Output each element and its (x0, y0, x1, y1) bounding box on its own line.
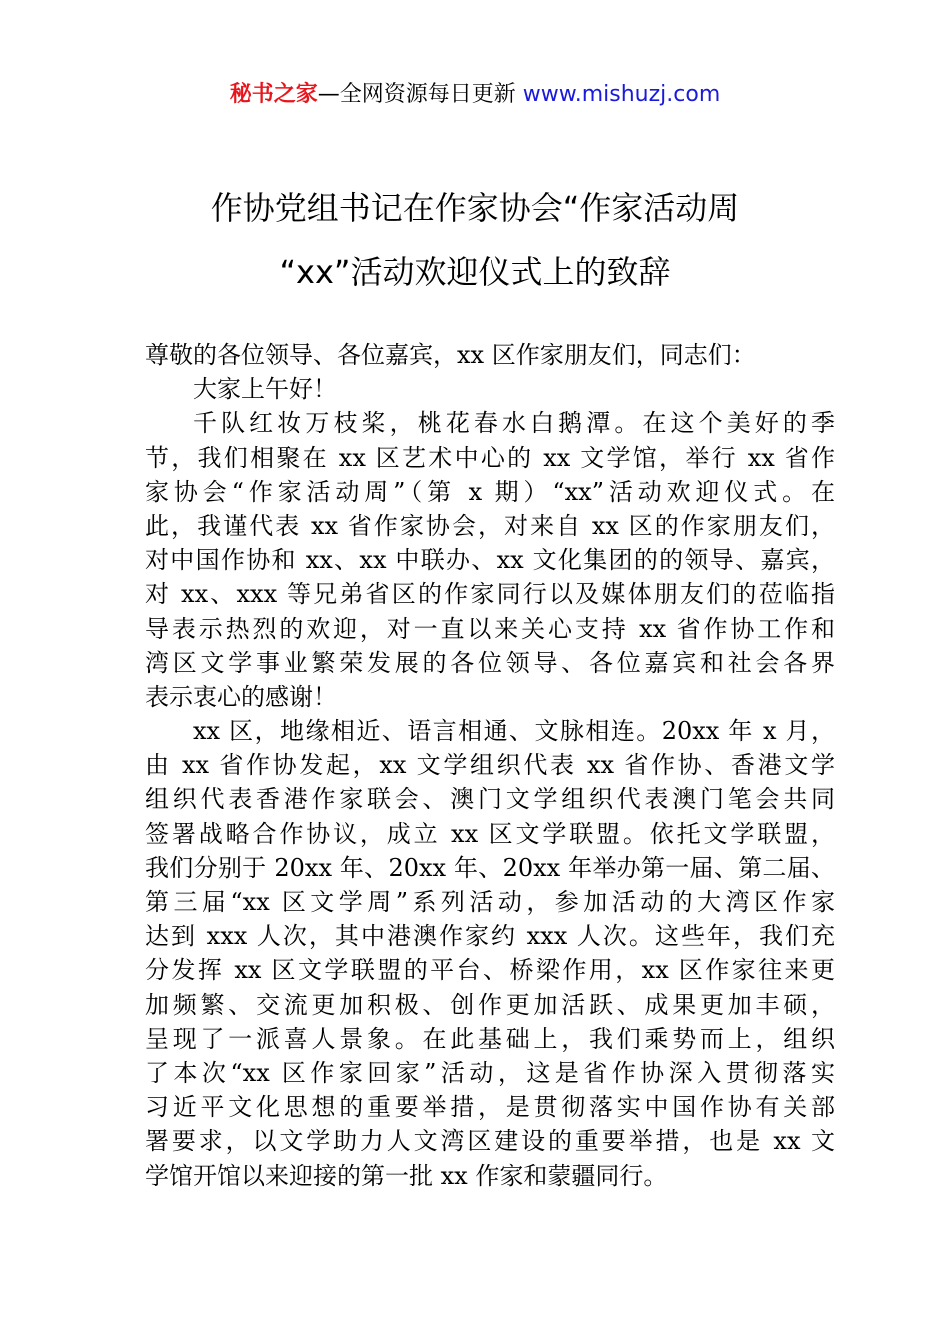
document-body (145, 338, 835, 1193)
paragraph-2-line: 组织代表香港作家联会、澳门文学组织代表澳门笔会共同 (145, 785, 835, 814)
paragraph-2-line: 签署战略合作协议，成立 xx 区文学联盟。依托文学联盟， (145, 819, 835, 848)
salutation-line: 尊敬的各位领导、各位嘉宾，xx 区作家朋友们，同志们： (145, 341, 756, 369)
paragraph-2-line: 呈现了一派喜人景象。在此基础上，我们乘势而上，组织 (145, 1024, 835, 1053)
title-line-2: “xx”活动欢迎仪式上的致辞 (279, 253, 671, 291)
paragraph-2-line: 由 xx 省作协发起，xx 文学组织代表 xx 省作协、香港文学 (145, 751, 835, 780)
paragraph-1-line: 此，我谨代表 xx 省作家协会，对来自 xx 区的作家朋友们， (145, 511, 835, 540)
paragraph-1-line: 对中国作协和 xx、xx 中联办、xx 文化集团的的领导、嘉宾， (145, 546, 835, 575)
paragraph-2-line: 学馆开馆以来迎接的第一批 xx 作家和蒙疆同行。 (145, 1161, 668, 1190)
paragraph-2-line: 习近平文化思想的重要举措，是贯彻落实中国作协有关部 (145, 1093, 835, 1122)
paragraph-2-line: 署要求，以文学助力人文湾区建设的重要举措，也是 xx 文 (145, 1127, 835, 1156)
site-tagline: —全网资源每日更新 (317, 82, 523, 107)
paragraph-2-line: 我们分别于 20xx 年、20xx 年、20xx 年举办第一届、第二届、 (145, 853, 835, 882)
paragraph-2-line: 分发挥 xx 区文学联盟的平台、桥梁作用，xx 区作家往来更 (145, 956, 835, 985)
paragraph-2-line: 了本次“xx 区作家回家”活动，这是省作协深入贯彻落实 (145, 1058, 835, 1087)
site-brand: 秘书之家 (229, 82, 318, 107)
document-title (0, 176, 950, 304)
paragraph-2-line: 加频繁、交流更加积极、创作更加活跃、成果更加丰硕， (145, 990, 835, 1019)
paragraph-1-line: 导表示热烈的欢迎，对一直以来关心支持 xx 省作协工作和 (145, 614, 835, 643)
paragraph-1-line: 对 xx、xxx 等兄弟省区的作家同行以及媒体朋友们的莅临指 (145, 580, 835, 609)
paragraph-1-line: 湾区文学事业繁荣发展的各位领导、各位嘉宾和社会各界 (145, 648, 835, 677)
paragraph-2-line: 第三届“xx 区文学周”系列活动，参加活动的大湾区作家 (145, 888, 835, 916)
site-header (0, 78, 950, 112)
paragraph-2-line: xx 区，地缘相近、语言相通、文脉相连。20xx 年 x 月， (193, 717, 835, 746)
paragraph-1-line: 家协会“作家活动周”（第 x 期）“xx”活动欢迎仪式。在 (145, 477, 835, 506)
paragraph-1-line: 千队红妆万枝桨，桃花春水白鹅潭。在这个美好的季 (193, 409, 835, 438)
paragraph-2-line: 达到 xxx 人次，其中港澳作家约 xxx 人次。这些年，我们充 (145, 922, 835, 951)
greeting-line: 大家上午好！ (193, 375, 337, 404)
paragraph-1-line: 节，我们相聚在 xx 区艺术中心的 xx 文学馆，举行 xx 省作 (145, 443, 835, 472)
title-line-1: 作协党组书记在作家协会“作家活动周 (210, 189, 740, 227)
paragraph-1-line: 表示衷心的感谢！ (145, 682, 337, 711)
site-url-link[interactable]: www.mishuzj.com (522, 82, 721, 107)
